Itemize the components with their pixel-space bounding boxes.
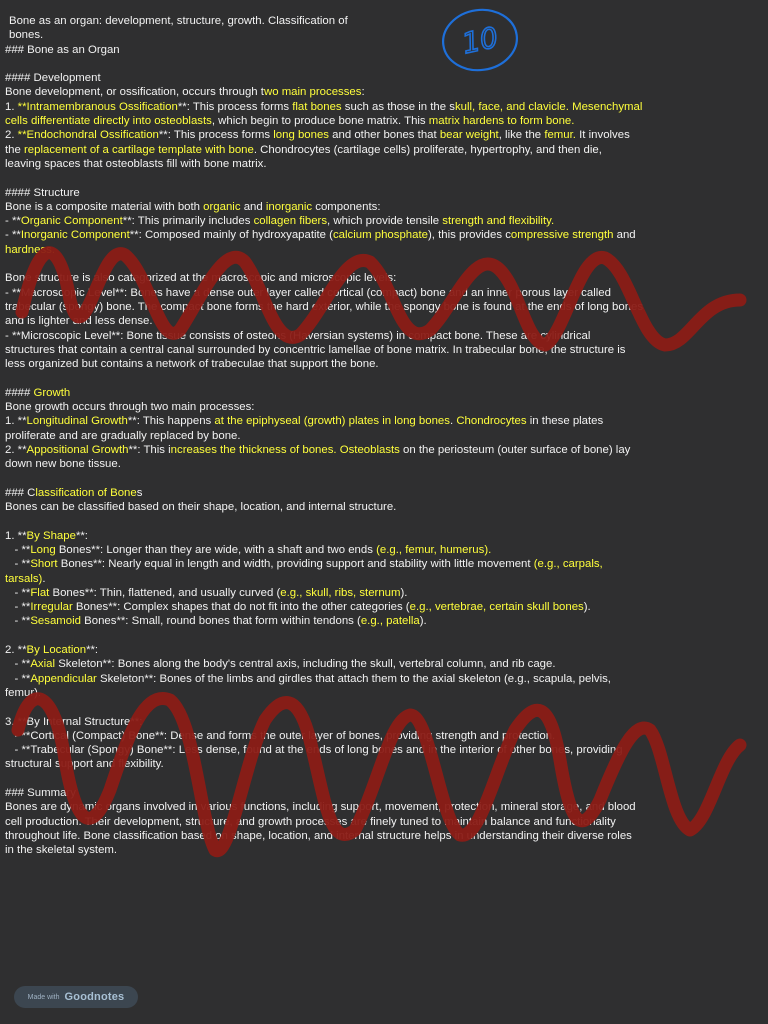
growth-item-1: 1. **Longitudinal Growth**: This happens at the epiphyseal (growth) plates in long bones. Chondrocytes in these plates proliferate and are gradually replaced by bone. <box>5 415 604 442</box>
shape-flat: - **Flat Bones**: Thin, flattened, and usually curved (e.g., skull, ribs, sternum). <box>5 586 408 599</box>
heading-structure: #### Structure <box>5 186 80 199</box>
struck-out-internal-structure-and-summary: 3. **By Internal Structure**: - **Cortical (Compact) Bone**: Dense and forms the outer layer of bones, providing strength and protection. - **Trabecular (Spongy) Bone**: Less dense, found at the ends of long bones and in the interior of other bones, providing structural support and flexibility. ### Summary Bones are dynamic organs involved in various functions, including support, movement, protection, mineral storage, and blood cell production. Their development, structure, and growth processes are finely tuned to maintain balance and functionality throughout life. Bone classification based on shape, location, and internal structure helps in understanding their diverse roles in the skeletal system. <box>5 715 636 857</box>
goodnotes-badge <box>14 986 138 1008</box>
made-with-label: Made with <box>27 993 60 1001</box>
development-item-2: 2. **Endochondral Ossification**: This process forms long bones and other bones that bear weight, like the femur. It involves the replacement of a cartilage template with bone. Chondrocytes (cartilage cells) proliferate, hypertrophy, and then die, leaving spaces that osteoblasts fill with bone matrix. <box>5 129 630 170</box>
development-intro: Bone development, or ossification, occurs through two main processes: <box>5 86 365 99</box>
shape-long: - **Long Bones**: Longer than they are wide, with a shaft and two ends (e.g., femur, humerus). <box>5 543 492 556</box>
growth-item-2: 2. **Appositional Growth**: This increases the thickness of bones. Osteoblasts on the periosteum (outer surface of bone) lay down new bone tissue. <box>5 443 631 471</box>
shape-short: - **Short Bones**: Nearly equal in length and width, providing support and stability with little movement (e.g., carpals, tarsals). <box>5 558 603 585</box>
structure-organic: - **Organic Component**: This primarily includes collagen fibers, which provide tensile strength and flexibility. <box>5 215 555 228</box>
classification-intro: Bones can be classified based on their shape, location, and internal structure. <box>5 501 397 514</box>
development-item-1: 1. **Intramembranous Ossification**: This process forms flat bones such as those in the skull, face, and clavicle. Mesenchymal cells differentiate directly into osteoblasts, which begin to produce bone matrix. This matrix hardens to form bone. <box>5 100 643 128</box>
class-by-location: 2. **By Location**: <box>5 644 99 657</box>
note-document <box>5 14 757 858</box>
growth-intro: Bone growth occurs through two main processes: <box>5 401 255 414</box>
structure-inorganic: - **Inorganic Component**: Composed mainly of hydroxyapatite (calcium phosphate), this provides compressive strength and hardness. <box>5 229 636 256</box>
struck-out-levels-paragraph: Bone structure is also categorized at the macroscopic and microscopic levels: - **Macroscopic Level**: Bones have a dense outer layer called cortical (compact) bone and an inner porous layer called trabecular (spongy) bone. The compact bone forms the hard exterior, while the spongy bone is found at the ends of long bones and is lighter and less dense. - **Microscopic Level**: Bone tissue consists of osteons (Haversian systems) in compact bone. These are cylindrical structures that contain a central canal surrounded by concentric lamellae of bone matrix. In trabecular bone, the structure is less organized but contains a network of trabeculae that support the bone. <box>5 272 644 371</box>
heading-bone-organ: ### Bone as an Organ <box>5 43 120 56</box>
heading-development: #### Development <box>5 72 101 85</box>
location-appendicular: - **Appendicular Skeleton**: Bones of the limbs and girdles that attach them to the axial skeleton (e.g., scapula, pelvis, femur). <box>5 672 611 699</box>
structure-intro: Bone is a composite material with both organic and inorganic components: <box>5 200 381 213</box>
shape-sesamoid: - **Sesamoid Bones**: Small, round bones that form within tendons (e.g., patella). <box>5 615 427 628</box>
shape-irregular: - **Irregular Bones**: Complex shapes that do not fit into the other categories (e.g., vertebrae, certain skull bones). <box>5 601 591 614</box>
class-by-shape: 1. **By Shape**: <box>5 529 88 542</box>
location-axial: - **Axial Skeleton**: Bones along the body's central axis, including the skull, vertebral column, and rib cage. <box>5 658 556 671</box>
score-text: 10 <box>459 20 501 61</box>
heading-growth: #### Growth <box>5 386 71 399</box>
handwritten-score-annotation <box>440 4 520 72</box>
document-title: Bone as an organ: development, structure, growth. Classification of bones. <box>9 15 348 42</box>
goodnotes-logo-text: Goodnotes <box>64 991 125 1003</box>
heading-classification: ### Classification of Bones <box>5 486 143 499</box>
